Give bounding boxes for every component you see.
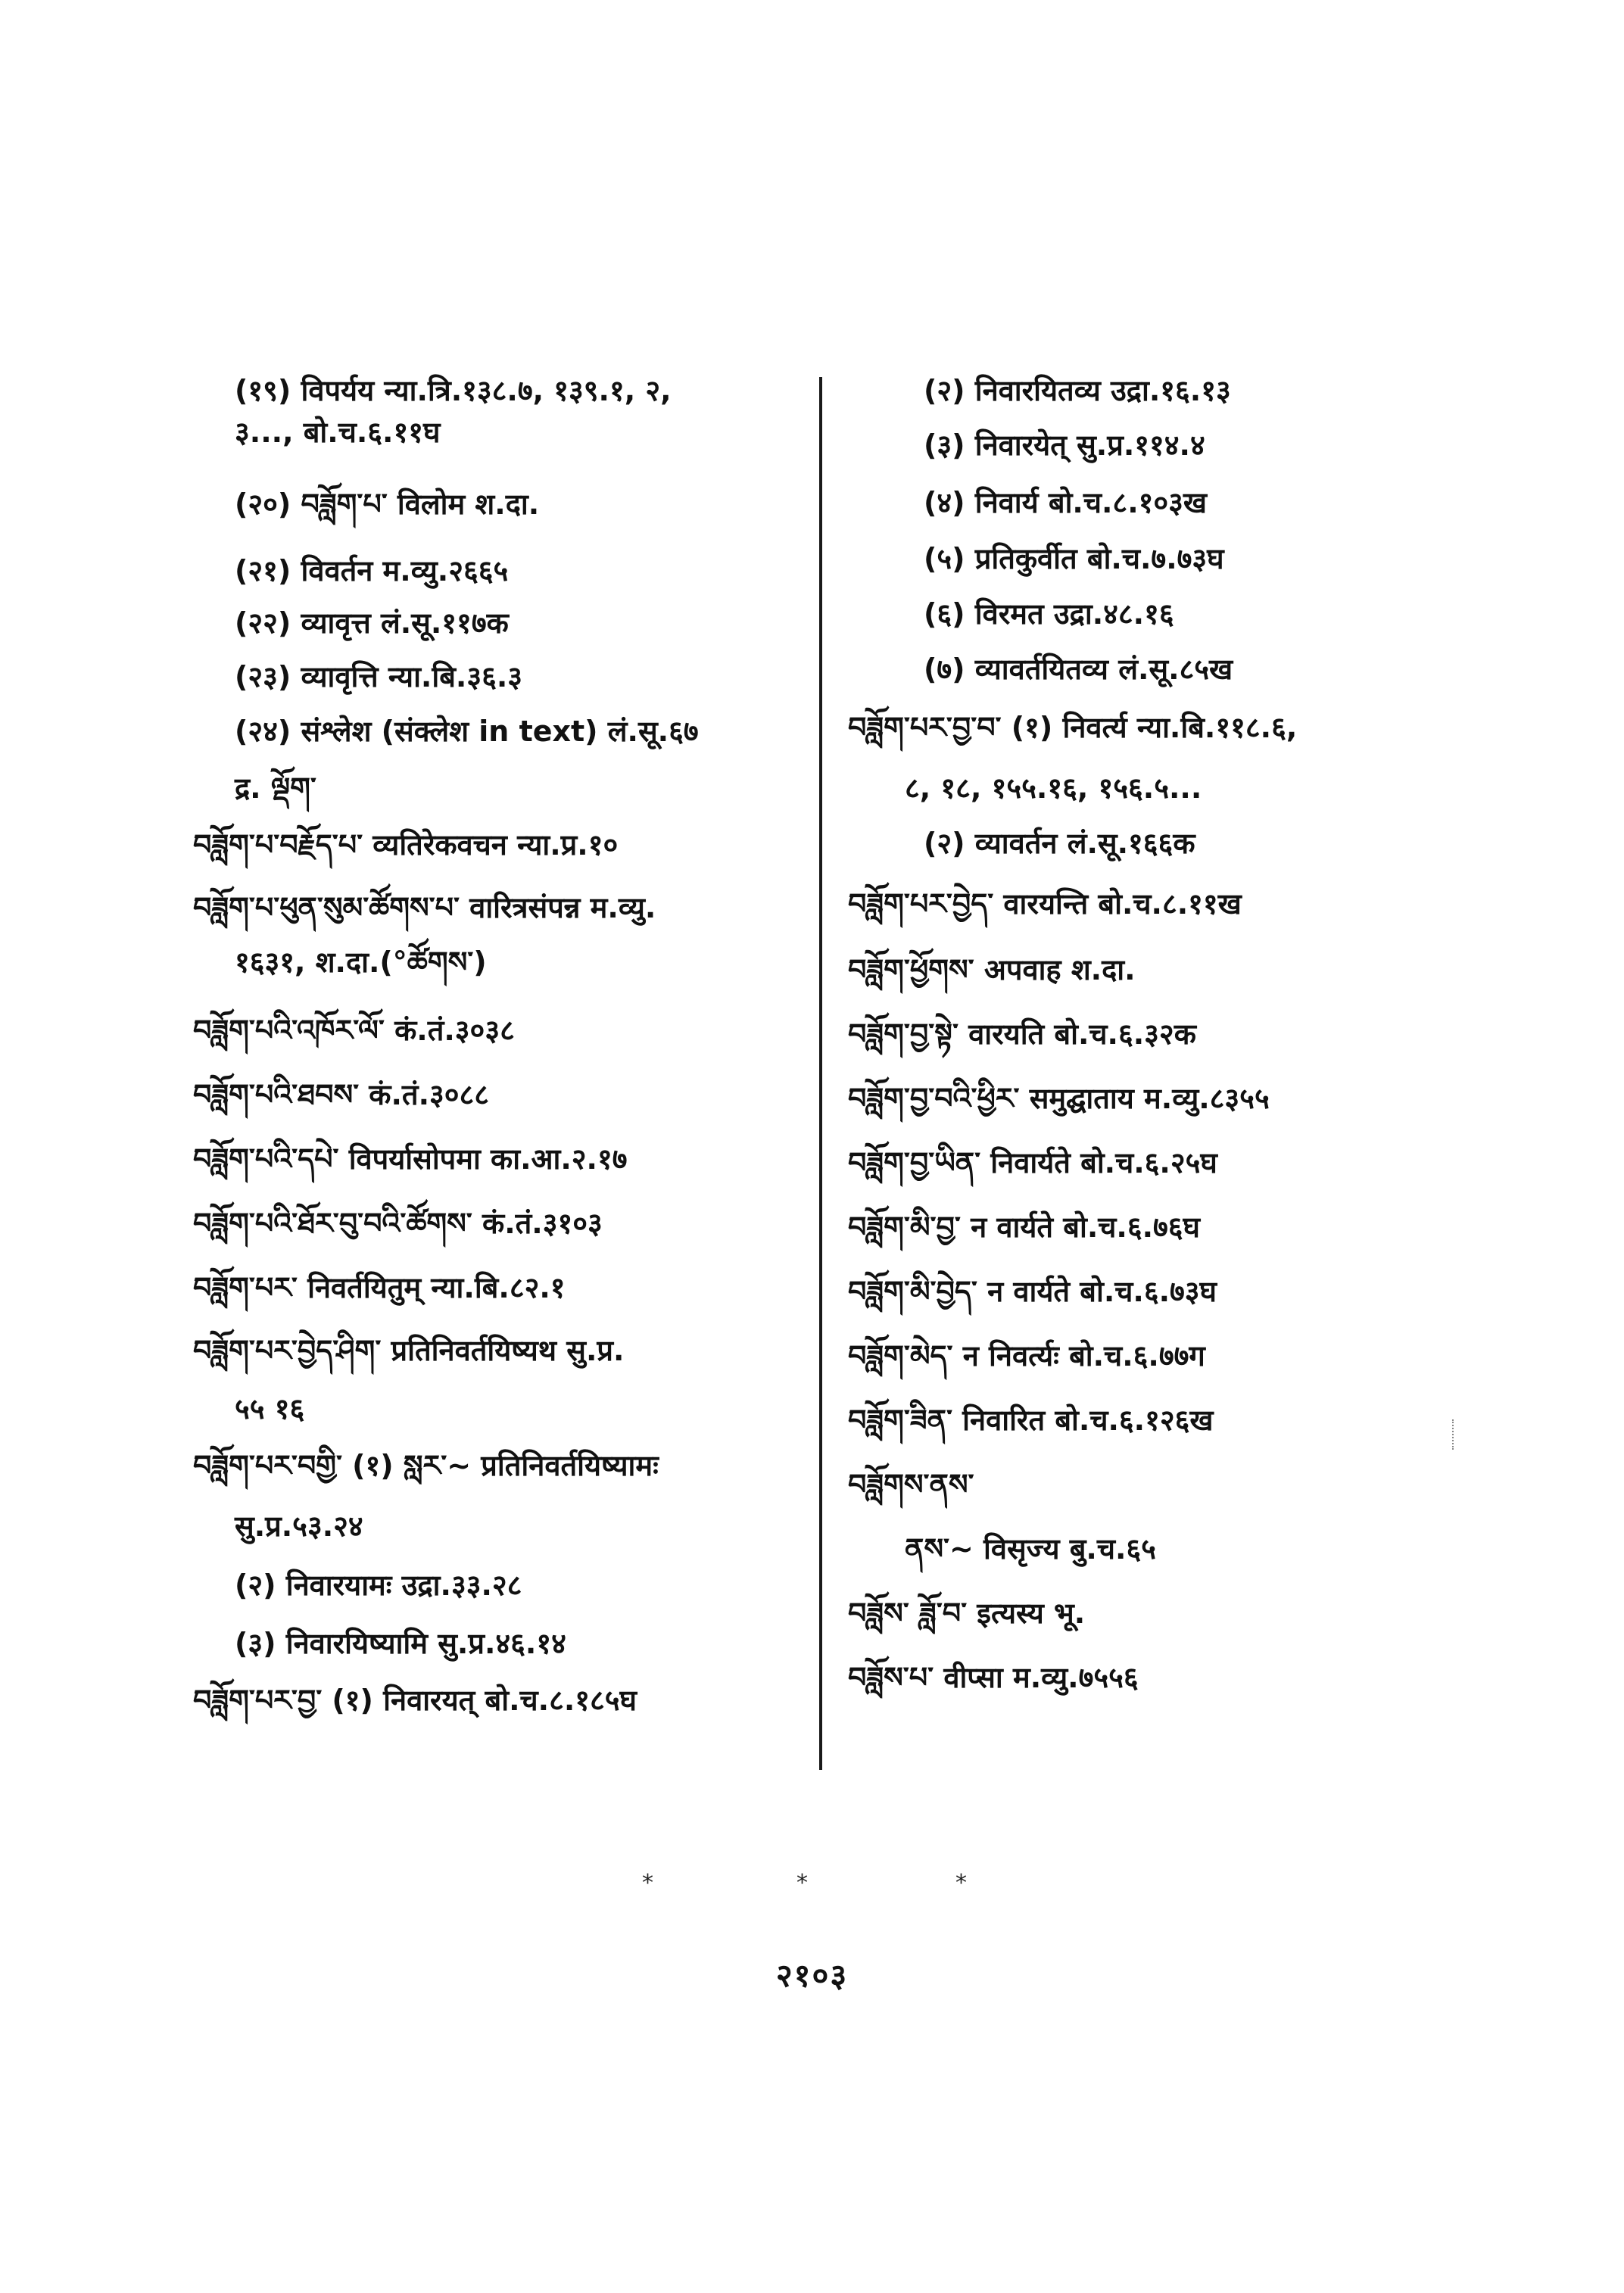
entry-line: ནས་~ विसृज्य बु.च.६५ — [905, 1532, 1156, 1566]
headword-entry: བཟློག་པར་ निवर्तयितुम् न्या.बि.८२.१ — [193, 1271, 566, 1304]
entry-line: सु.प्र.५३.२४ — [235, 1509, 363, 1543]
headword-entry: བཟློག་ཕྱོགས་ अपवाह श.दा. — [848, 953, 1136, 986]
entry-line: ८, १८, १५५.१६, १५६.५... — [905, 771, 1202, 805]
entry-line: ३..., बो.च.६.११घ — [235, 416, 441, 449]
headword-entry: བཟློག་ཟིན་ निवारित बो.च.६.१२६ख — [848, 1404, 1214, 1437]
headword-entry: བཟློག་པའི་འཁོར་ལོ་ कं.तं.३०३८ — [193, 1014, 515, 1047]
entry-line: (२) निवारयितव्य उद्रा.१६.१३ — [924, 374, 1231, 407]
entry-line: ५५ १६ — [235, 1392, 305, 1425]
headword-entry: བཟློག་བྱ་སྟེ་ वारयति बो.च.६.३२क — [848, 1017, 1196, 1051]
entry-line: (७) व्यावर्तयितव्य लं.सू.८५ख — [924, 653, 1233, 686]
entry-line: (२०) བཟློག་པ་ विलोम श.दा. — [235, 488, 540, 521]
entry-line: (३) निवारयेत् सु.प्र.११४.४ — [924, 428, 1205, 462]
headword-entry: བཟློག་པའི་དཔེ་ विपर्यासोपमा का.आ.२.१७ — [193, 1142, 628, 1176]
entry-line: (२३) व्यावृत्ति न्या.बि.३६.३ — [235, 660, 523, 693]
headword-entry: བཟློག་པར་བྱེད་ཤིག་ प्रतिनिवर्तयिष्यथ सु.प्र. — [193, 1334, 625, 1367]
headword-entry: བཟློག་མེད་ न निवर्त्यः बो.च.६.७७ग — [848, 1339, 1205, 1372]
entry-line: (६) विरमत उद्रा.४८.१६ — [924, 597, 1174, 631]
headword-entry: བཟློག་པར་བགྱི་ (१) སླར་~ प्रतिनिवर्तयिष्यामः — [193, 1449, 659, 1482]
ornament-star: * — [955, 1870, 967, 1896]
headword-entry: བཟློག་པ་ཕུན་སུམ་ཚོགས་པ་ वारित्रसंपन्न म.व्यु. — [193, 891, 656, 924]
entry-line: (२) निवारयामः उद्रा.३३.२८ — [235, 1569, 522, 1602]
headword-entry: བཟློག་བྱ་བའི་ཕྱིར་ समुद्घाताय म.व्यु.८३५५ — [848, 1082, 1270, 1115]
headword-entry: བཟློག་མི་བྱ་ न वार्यते बो.च.६.७६घ — [848, 1210, 1201, 1244]
entry-line: (२१) विवर्तन म.व्यु.२६६५ — [235, 554, 509, 587]
headword-entry: བཟློགས་ནས་ — [848, 1468, 974, 1501]
ornament-star: * — [796, 1870, 808, 1896]
headword-entry: བཟློག་པར་བྱ་ (१) निवारयत् बो.च.८.१८५घ — [193, 1684, 637, 1717]
headword-entry: བཟློག་པར་བྱེད་ वारयन्ति बो.च.८.११ख — [848, 887, 1242, 921]
page-number: २१०३ — [775, 1957, 849, 1994]
entry-line: (४) निवार्य बो.च.८.१०३ख — [924, 486, 1207, 519]
headword-entry: བཟློག་བྱ་ཡིན་ निवार्यते बो.च.६.२५घ — [848, 1146, 1217, 1179]
ornament-row — [0, 1870, 1624, 1915]
entry-line: (२४) संश्लेश (संक्लेश in text) लं.सू.६७ — [235, 715, 699, 748]
entry-line: १६३१, श.दा.(°ཚོགས་) — [235, 946, 487, 979]
headword-entry: བཟློས་ ཟློ་བ་ इत्यस्य भू. — [848, 1597, 1086, 1630]
headword-entry: བཟློག་པ་བརྗོད་པ་ व्यतिरेकवचन न्या.प्र.१० — [193, 828, 619, 861]
headword-entry: བཟློག་མི་བྱེད་ न वार्यते बो.च.६.७३घ — [848, 1275, 1217, 1308]
entry-line: (५) प्रतिकुर्वीत बो.च.७.७३घ — [924, 542, 1224, 575]
scan-speck — [1452, 1419, 1455, 1450]
entry-line: (१९) विपर्यय न्या.त्रि.१३८.७, १३९.१, २, — [235, 374, 672, 407]
entry-line: (२२) व्यावृत्त लं.सू.११७क — [235, 606, 509, 640]
entry-line: द्र. ལྡོག་ — [235, 771, 316, 805]
headword-entry: བཟློག་པའི་ཐོར་བུ་བའི་ཚོགས་ कं.तं.३१०३ — [193, 1207, 603, 1240]
entry-line: (३) निवारयिष्यामि सु.प्र.४६.१४ — [235, 1627, 566, 1660]
headword-entry: བཟློག་པའི་ཐབས་ कं.तं.३०८८ — [193, 1078, 490, 1111]
ornament-star: * — [642, 1870, 653, 1896]
entry-line: (२) व्यावर्तन लं.सू.१६६क — [924, 827, 1195, 860]
headword-entry: བཟློག་པར་བྱ་བ་ (१) निवर्त्य न्या.बि.११८.६, — [848, 711, 1298, 744]
column-divider — [819, 377, 822, 1770]
headword-entry: བཟློས་པ་ वीप्सा म.व्यु.७५५६ — [848, 1661, 1139, 1694]
